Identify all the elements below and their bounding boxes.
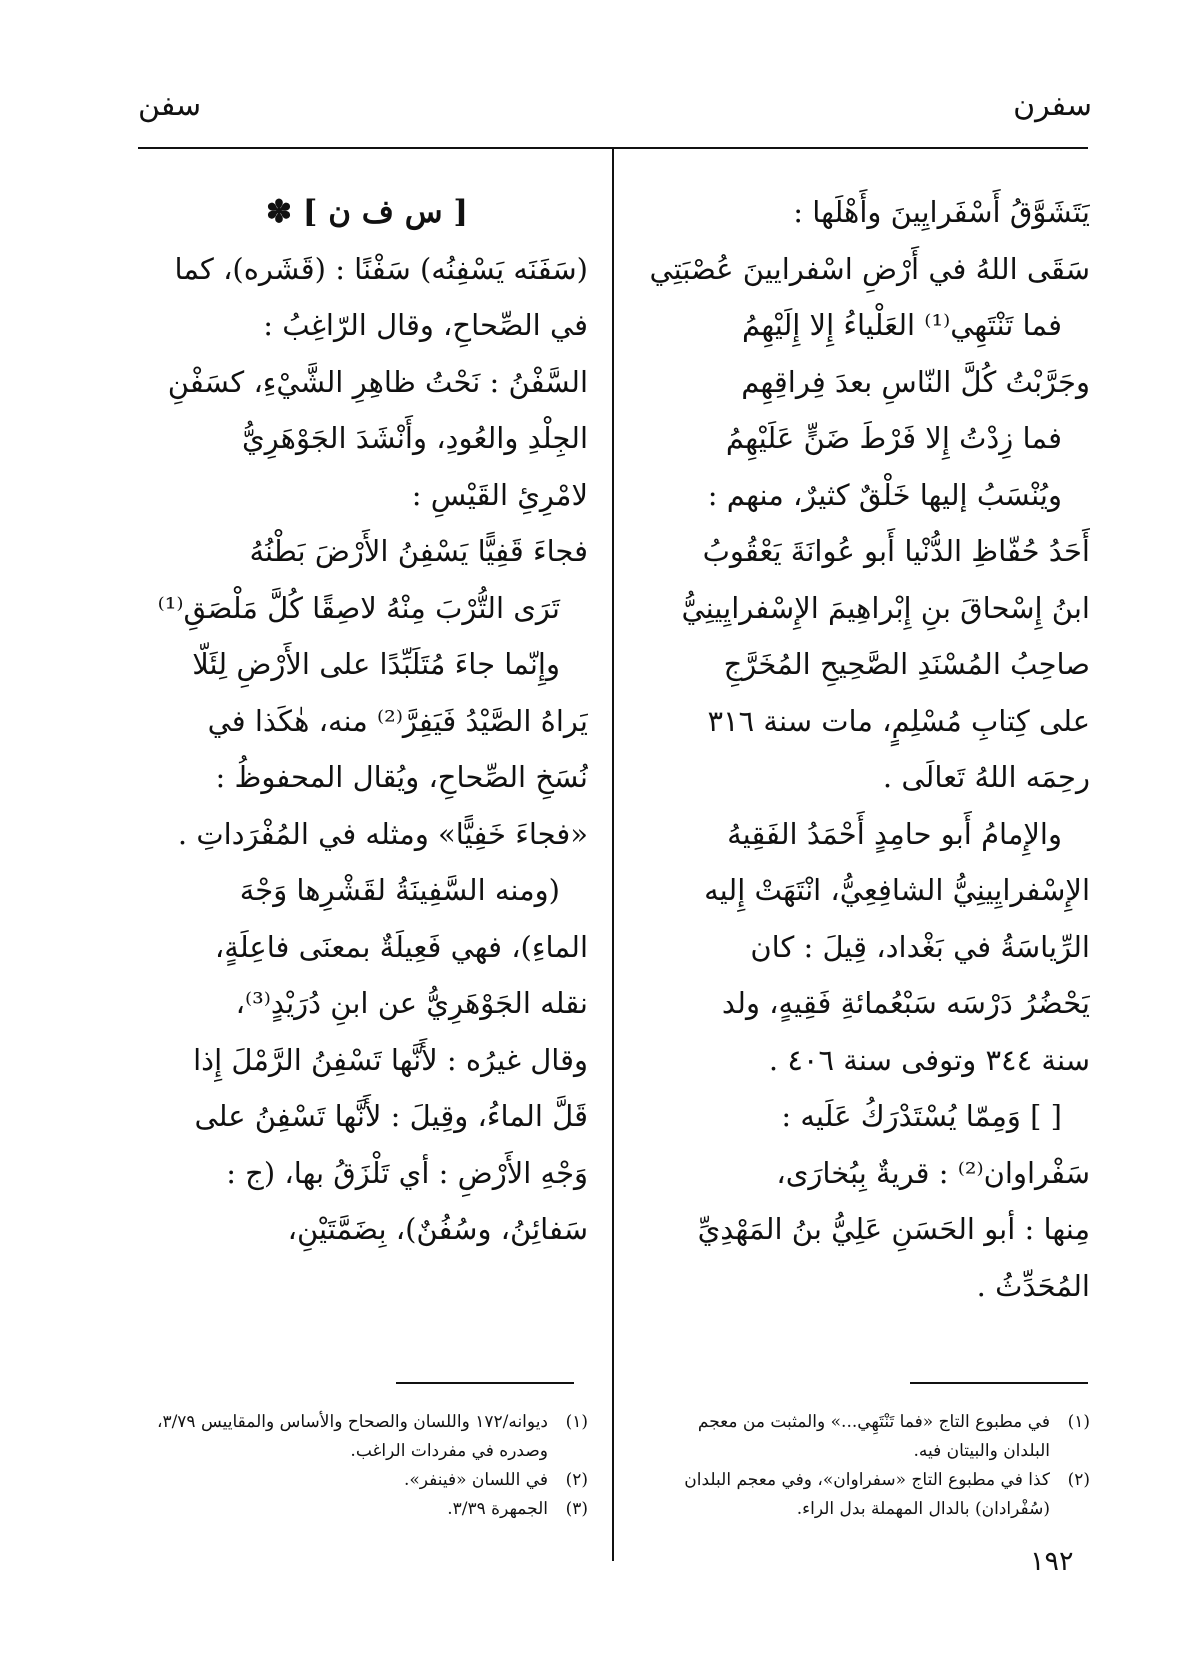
verse-line: تَرَى التُّرْبَ مِنْهُ لاصِقًا كُلَّ مَلْصَقِ⁽¹⁾ [157,590,560,625]
text-line: يَتَشَوَّقُ أَسْفَرايِينَ وأَهْلَها : [793,195,1090,229]
footnote [650,1408,1090,1466]
text-line: [ ] وَمِمّا يُسْتَدْرَكُ عَلَيه : [781,1099,1062,1133]
footnote-number: (١) [1067,1412,1090,1432]
footnotes-right [650,1408,1090,1524]
footnote-text: الجمهرة ٣/٣٩. [447,1499,548,1519]
footnote [650,1466,1090,1524]
text-line: يَراهُ الصَّيْدُ فَيَفِرَّ⁽²⁾ منه، هٰكَذا في [207,703,588,738]
running-header-right: سفرن [1013,88,1092,123]
footnote [138,1408,588,1466]
text-line: الجِلْدِ والعُودِ، وأَنْشَدَ الجَوْهَرِيُّ [241,421,588,455]
text-line: سَفْراوان⁽²⁾ : قريةٌ بِبُخارَى، [776,1155,1090,1190]
text-line: (ومنه السَّفِينَةُ لقَشْرِها وَجْهَ [239,873,560,907]
text-line: مِنها : أبو الحَسَنِ عَلِيُّ بنُ المَهْدِيِّ [697,1212,1090,1246]
footnote-text: كذا في مطبوع التاج «سفراوان»، وفي معجم البلدان (سُفْرادان) بالدال المهملة بدل الراء. [684,1470,1050,1519]
text-line: صاحِبُ المُسْنَدِ الصَّحِيحِ المُخَرَّجِ [723,647,1090,681]
entry-heading [138,184,588,241]
text-line: سَفائِنُ، وسُفُنٌ)، بِضَمَّتَيْنِ، [287,1212,588,1246]
text-line: الإِسْفرايِينِيُّ الشافِعِيُّ، انْتَهَتْ إِليه [704,873,1090,907]
text-line: (سَفَنَه يَسْفِنُه) سَفْنًا : (قَشَره)، كما [174,251,588,286]
entry-root-letters: [ س ف ن ] [302,194,469,230]
footnote-number: (٣) [565,1499,588,1519]
footnote-text: في اللسان «فينفر». [403,1470,548,1490]
text-line: ابنُ إِسْحاقَ بنِ إِبْراهِيمَ الإِسْفرايِينِيُّ [681,590,1090,625]
verse-line: وجَرَّبْتُ كُلَّ النّاسِ بعدَ فِراقِهِم [741,364,1090,399]
verse-line: فما زِدْتُ إِلا فَرْطَ ضَنٍّ عَلَيْهِمُ [725,421,1062,455]
footnote-rule-left [396,1382,574,1384]
asterisk-icon: ✽ [265,194,292,230]
footnote-rule-right [910,1382,1088,1384]
text-line: الرِّياسَةُ في بَغْداد، قِيلَ : كان [750,929,1090,964]
column-divider [612,149,614,1561]
text-line: وَجْهِ الأَرْضِ : أي تَلْزَقُ بها، (ج : [226,1155,588,1190]
text-line: المُحَدِّثُ . [976,1268,1090,1303]
footnote-text: في مطبوع التاج «فما تَنْتَهِي...» والمثبت من معجم البلدان والبيتان فيه. [697,1412,1050,1461]
footnotes-left [138,1408,588,1524]
page-number: ١٩٢ [1030,1546,1074,1577]
footnote-text: ديوانه/١٧٢ واللسان والصحاح والأساس والمقاييس ٣/٧٩، وصدره في مفردات الراغب. [156,1412,548,1461]
text-line: على كِتابِ مُسْلِمٍ، مات سنة ٣١٦ [707,703,1090,738]
text-line: وقال غيرُه : لأَنَّها تَسْفِنُ الرَّمْلَ إِذا [193,1042,588,1077]
running-header-left: سفن [138,88,202,123]
right-column [640,184,1090,1314]
verse-line: فما تَنْتَهِي⁽¹⁾ العَلْياءُ إِلا إِلَيْهِمُ [742,308,1062,342]
text-line: ويُنْسَبُ إليها خَلْقٌ كثيرٌ، منهم : [707,477,1062,512]
left-column [138,184,588,1258]
verse-line: فجاءَ قَفِيًّا يَسْفِنُ الأَرْضَ بَطْنُهُ [249,534,588,568]
footnote [138,1495,588,1524]
text-line: يَحْضُرُ دَرْسَه سَبْعُمائةِ فَقِيهٍ، ولد [721,986,1090,1020]
text-line: «فجاءَ خَفِيًّا» ومثله في المُفْرَداتِ . [177,816,588,851]
text-line: السَّفْنُ : نَحْتُ ظاهِرِ الشَّيْءِ، كسَفْنِ [167,364,588,399]
footnote-number: (٢) [565,1470,588,1490]
text-line: وإِنّما جاءَ مُتَلَبِّدًا على الأَرْضِ لِئَلّا [192,647,560,681]
verse-line: سَقَى اللهُ في أَرْضِ اسْفرايينَ عُصْبَتِي [649,251,1090,286]
footnote [138,1466,588,1495]
text-line: نُسَخِ الصِّحاحِ، ويُقال المحفوظُ : [215,760,588,794]
text-line: لامْرِئِ القَيْسِ : [411,477,588,512]
text-line: سنة ٣٤٤ وتوفى سنة ٤٠٦ . [768,1042,1090,1077]
text-line: نقله الجَوْهَرِيُّ عن ابنِ دُرَيْدٍ⁽³⁾، [235,986,588,1020]
text-line: أَحَدُ حُفّاظِ الدُّنْيا أَبو عُوانَةَ يَعْقُوبُ [702,534,1090,568]
text-line: الماءِ)، فهي فَعِيلَةٌ بمعنَى فاعِلَةٍ، [214,929,588,964]
text-line: والإِمامُ أَبو حامِدٍ أَحْمَدُ الفَقِيهُ [727,816,1062,851]
text-line: رحِمَه اللهُ تَعالَى . [882,760,1090,794]
footnote-number: (٢) [1067,1470,1090,1490]
text-line: في الصِّحاحِ، وقال الرّاغِبُ : [263,308,588,342]
text-line: قَلَّ الماءُ، وقِيلَ : لأَنَّها تَسْفِنُ على [194,1099,588,1133]
footnote-number: (١) [565,1412,588,1432]
